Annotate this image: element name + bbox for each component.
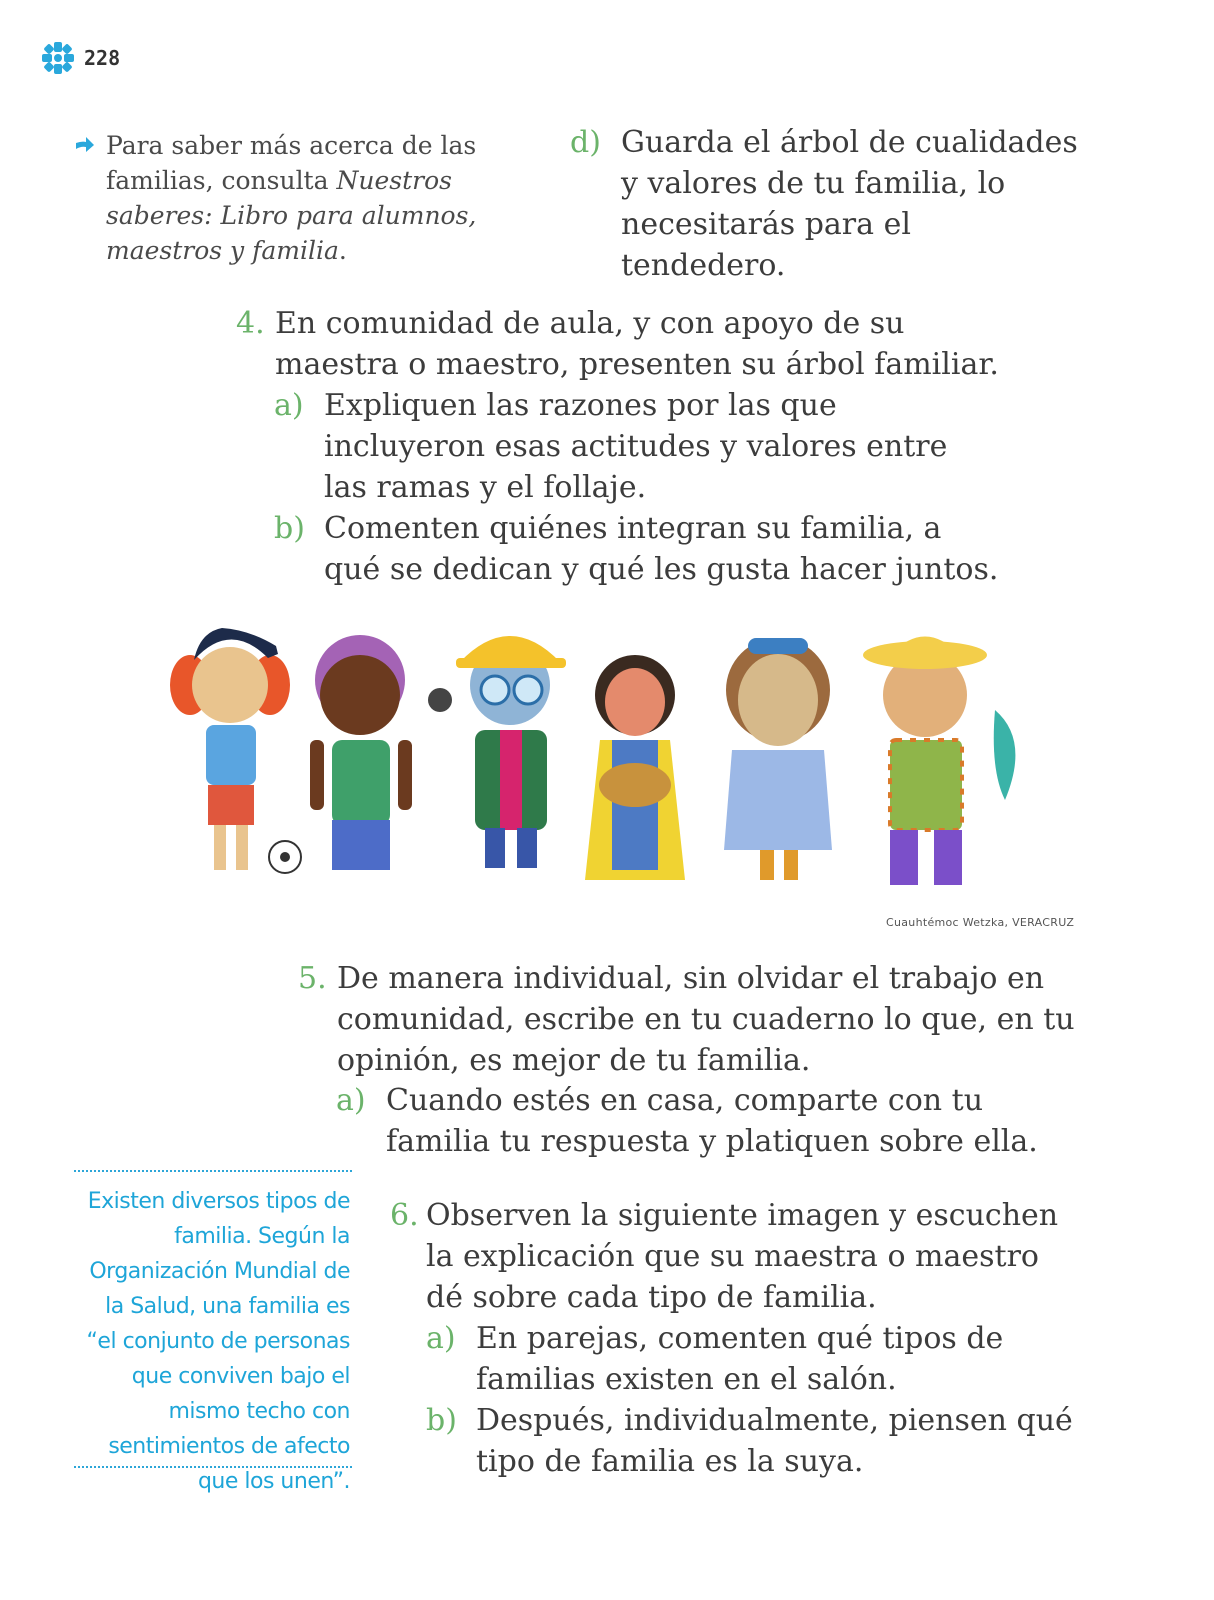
question-4 xyxy=(236,303,1036,385)
question-6-a xyxy=(426,1318,1086,1400)
side-note-text-before: Para saber más acerca de las familias, consulta xyxy=(106,131,477,195)
item-label: a) xyxy=(426,1321,456,1356)
item-text: Comenten quiénes integran su familia, a qué se dedican y qué les gusta hacer juntos. xyxy=(324,511,999,587)
arrow-right-icon xyxy=(74,130,96,158)
question-4-a xyxy=(274,385,1004,508)
person-woman-in-coat xyxy=(724,638,832,880)
item-label: d) xyxy=(570,125,601,160)
question-text: Observen la siguiente imagen y escuchen la explicación que su maestra o maestro dé sobre cada tipo de familia. xyxy=(426,1198,1059,1315)
question-number: 5. xyxy=(298,961,327,996)
side-note-text-after: . xyxy=(338,236,347,265)
flower-emblem-icon xyxy=(40,40,76,76)
person-woman-with-basket xyxy=(585,655,685,880)
side-note xyxy=(78,128,498,268)
person-girl-purple-hair xyxy=(310,635,412,870)
question-text: En comunidad de aula, y con apoyo de su maestra o maestro, presenten su árbol familiar. xyxy=(275,306,999,382)
item-text: En parejas, comenten qué tipos de familias existen en el salón. xyxy=(476,1321,1004,1397)
activity-d xyxy=(570,122,1090,286)
callout-text: Existen diversos tipos de familia. Según la Organización Mundial de la Salud, una familia es “el conjunto de personas que conviven bajo el mismo techo con sentimientos de afecto que los unen”. xyxy=(86,1189,350,1494)
book-title: Nuestros saberes: Libro para alumnos, maestros y familia xyxy=(106,166,477,265)
question-6-b xyxy=(426,1400,1086,1482)
question-5 xyxy=(298,958,1088,1081)
question-text: De manera individual, sin olvidar el trabajo en comunidad, escribe en tu cuaderno lo que, en tu opinión, es mejor de tu familia. xyxy=(337,961,1075,1078)
question-number: 4. xyxy=(236,306,265,341)
person-fisherman xyxy=(863,637,1015,886)
page-header xyxy=(40,40,120,76)
person-child-with-ball xyxy=(170,628,301,873)
family-definition-callout xyxy=(74,1170,352,1494)
illustration-credit: Cuauhtémoc Wetzka, VERACRUZ xyxy=(886,916,1075,929)
item-text: Guarda el árbol de cualidades y valores de tu familia, lo necesitarás para el tendedero. xyxy=(621,125,1078,283)
item-text: Cuando estés en casa, comparte con tu familia tu respuesta y platiquen sobre ella. xyxy=(386,1083,1038,1159)
side-note-text xyxy=(106,128,498,268)
question-4-b xyxy=(274,508,1004,590)
question-number: 6. xyxy=(390,1198,419,1233)
item-label: b) xyxy=(274,511,305,546)
family-illustration xyxy=(160,600,1060,900)
item-text: Expliquen las razones por las que incluyeron esas actitudes y valores entre las ramas y el follaje. xyxy=(324,388,948,505)
page-number: 228 xyxy=(84,46,121,70)
item-text: Después, individualmente, piensen qué tipo de familia es la suya. xyxy=(476,1403,1073,1479)
question-5-a xyxy=(336,1080,1096,1162)
item-label: a) xyxy=(274,388,304,423)
question-6 xyxy=(390,1195,1090,1318)
item-label: a) xyxy=(336,1083,366,1118)
item-label: b) xyxy=(426,1403,457,1438)
person-hard-hat-worker xyxy=(428,636,566,868)
